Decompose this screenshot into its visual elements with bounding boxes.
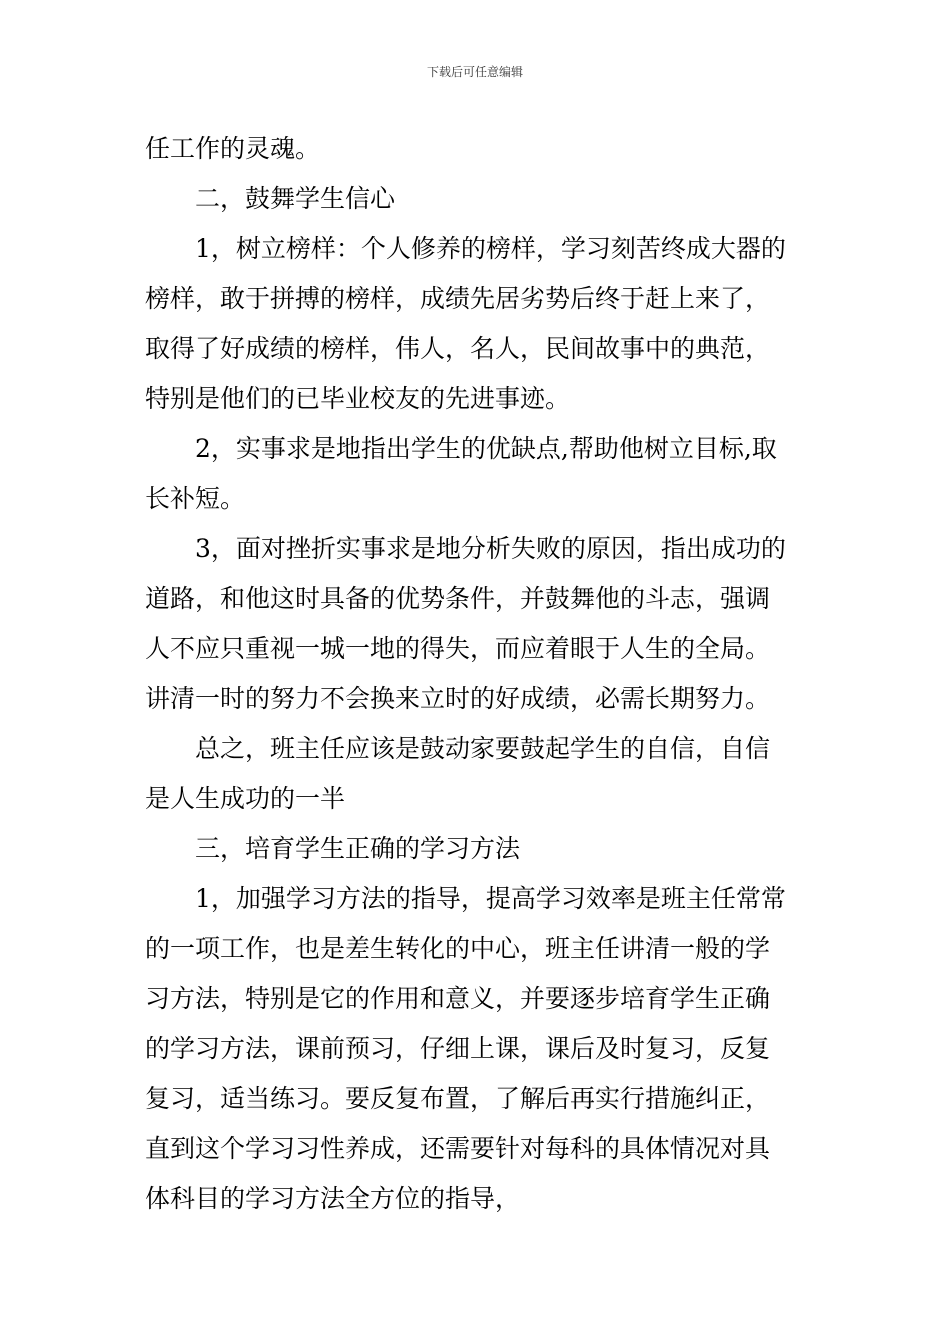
paragraph-line: 长补短。 [145, 484, 246, 513]
paragraph-first-line: 2，实事求是地指出学生的优缺点,帮助他树立目标,取 [195, 434, 777, 463]
paragraph-line: 的一项工作，也是差生转化的中心，班主任讲清一般的学 [145, 934, 771, 963]
paragraph-line: 讲清一时的努力不会换来立时的好成绩，必需长期努力。 [145, 684, 771, 713]
paragraph-line: 复习，适当练习。要反复布置，了解后再实行措施纠正， [145, 1084, 771, 1113]
paragraph-line: 任工作的灵魂。 [145, 134, 321, 163]
paragraph-line: 体科目的学习方法全方位的指导， [145, 1184, 521, 1213]
paragraph-first-line: 二，鼓舞学生信心 [195, 184, 396, 213]
paragraph-line: 特别是他们的已毕业校友的先进事迹。 [145, 384, 571, 413]
paragraph-line: 习方法，特别是它的作用和意义，并要逐步培育学生正确 [145, 984, 771, 1013]
paragraph-line: 人不应只重视一城一地的得失，而应着眼于人生的全局。 [145, 634, 771, 663]
paragraph-line: 道路，和他这时具备的优势条件，并鼓舞他的斗志，强调 [145, 584, 771, 613]
paragraph-first-line: 总之，班主任应该是鼓动家要鼓起学生的自信，自信 [195, 734, 771, 763]
page-header: 下载后可任意编辑 [426, 65, 523, 79]
paragraph-line: 取得了好成绩的榜样，伟人，名人，民间故事中的典范， [145, 334, 771, 363]
paragraph-line: 榜样，敢于拼搏的榜样，成绩先居劣势后终于赶上来了， [145, 284, 771, 313]
paragraph-first-line: 3，面对挫折实事求是地分析失败的原因，指出成功的 [195, 534, 786, 563]
paragraph-line: 是人生成功的一半 [145, 784, 346, 813]
paragraph-first-line: 1，树立榜样：个人修养的榜样，学习刻苦终成大器的 [195, 234, 786, 263]
paragraph-first-line: 1，加强学习方法的指导，提高学习效率是班主任常常 [195, 884, 786, 913]
paragraph-first-line: 三，培育学生正确的学习方法 [195, 834, 521, 863]
paragraph-line: 的学习方法，课前预习，仔细上课，课后及时复习，反复 [145, 1034, 771, 1063]
document-body [145, 124, 810, 1224]
paragraph-line: 直到这个学习习性养成，还需要针对每科的具体情况对具 [145, 1134, 771, 1163]
